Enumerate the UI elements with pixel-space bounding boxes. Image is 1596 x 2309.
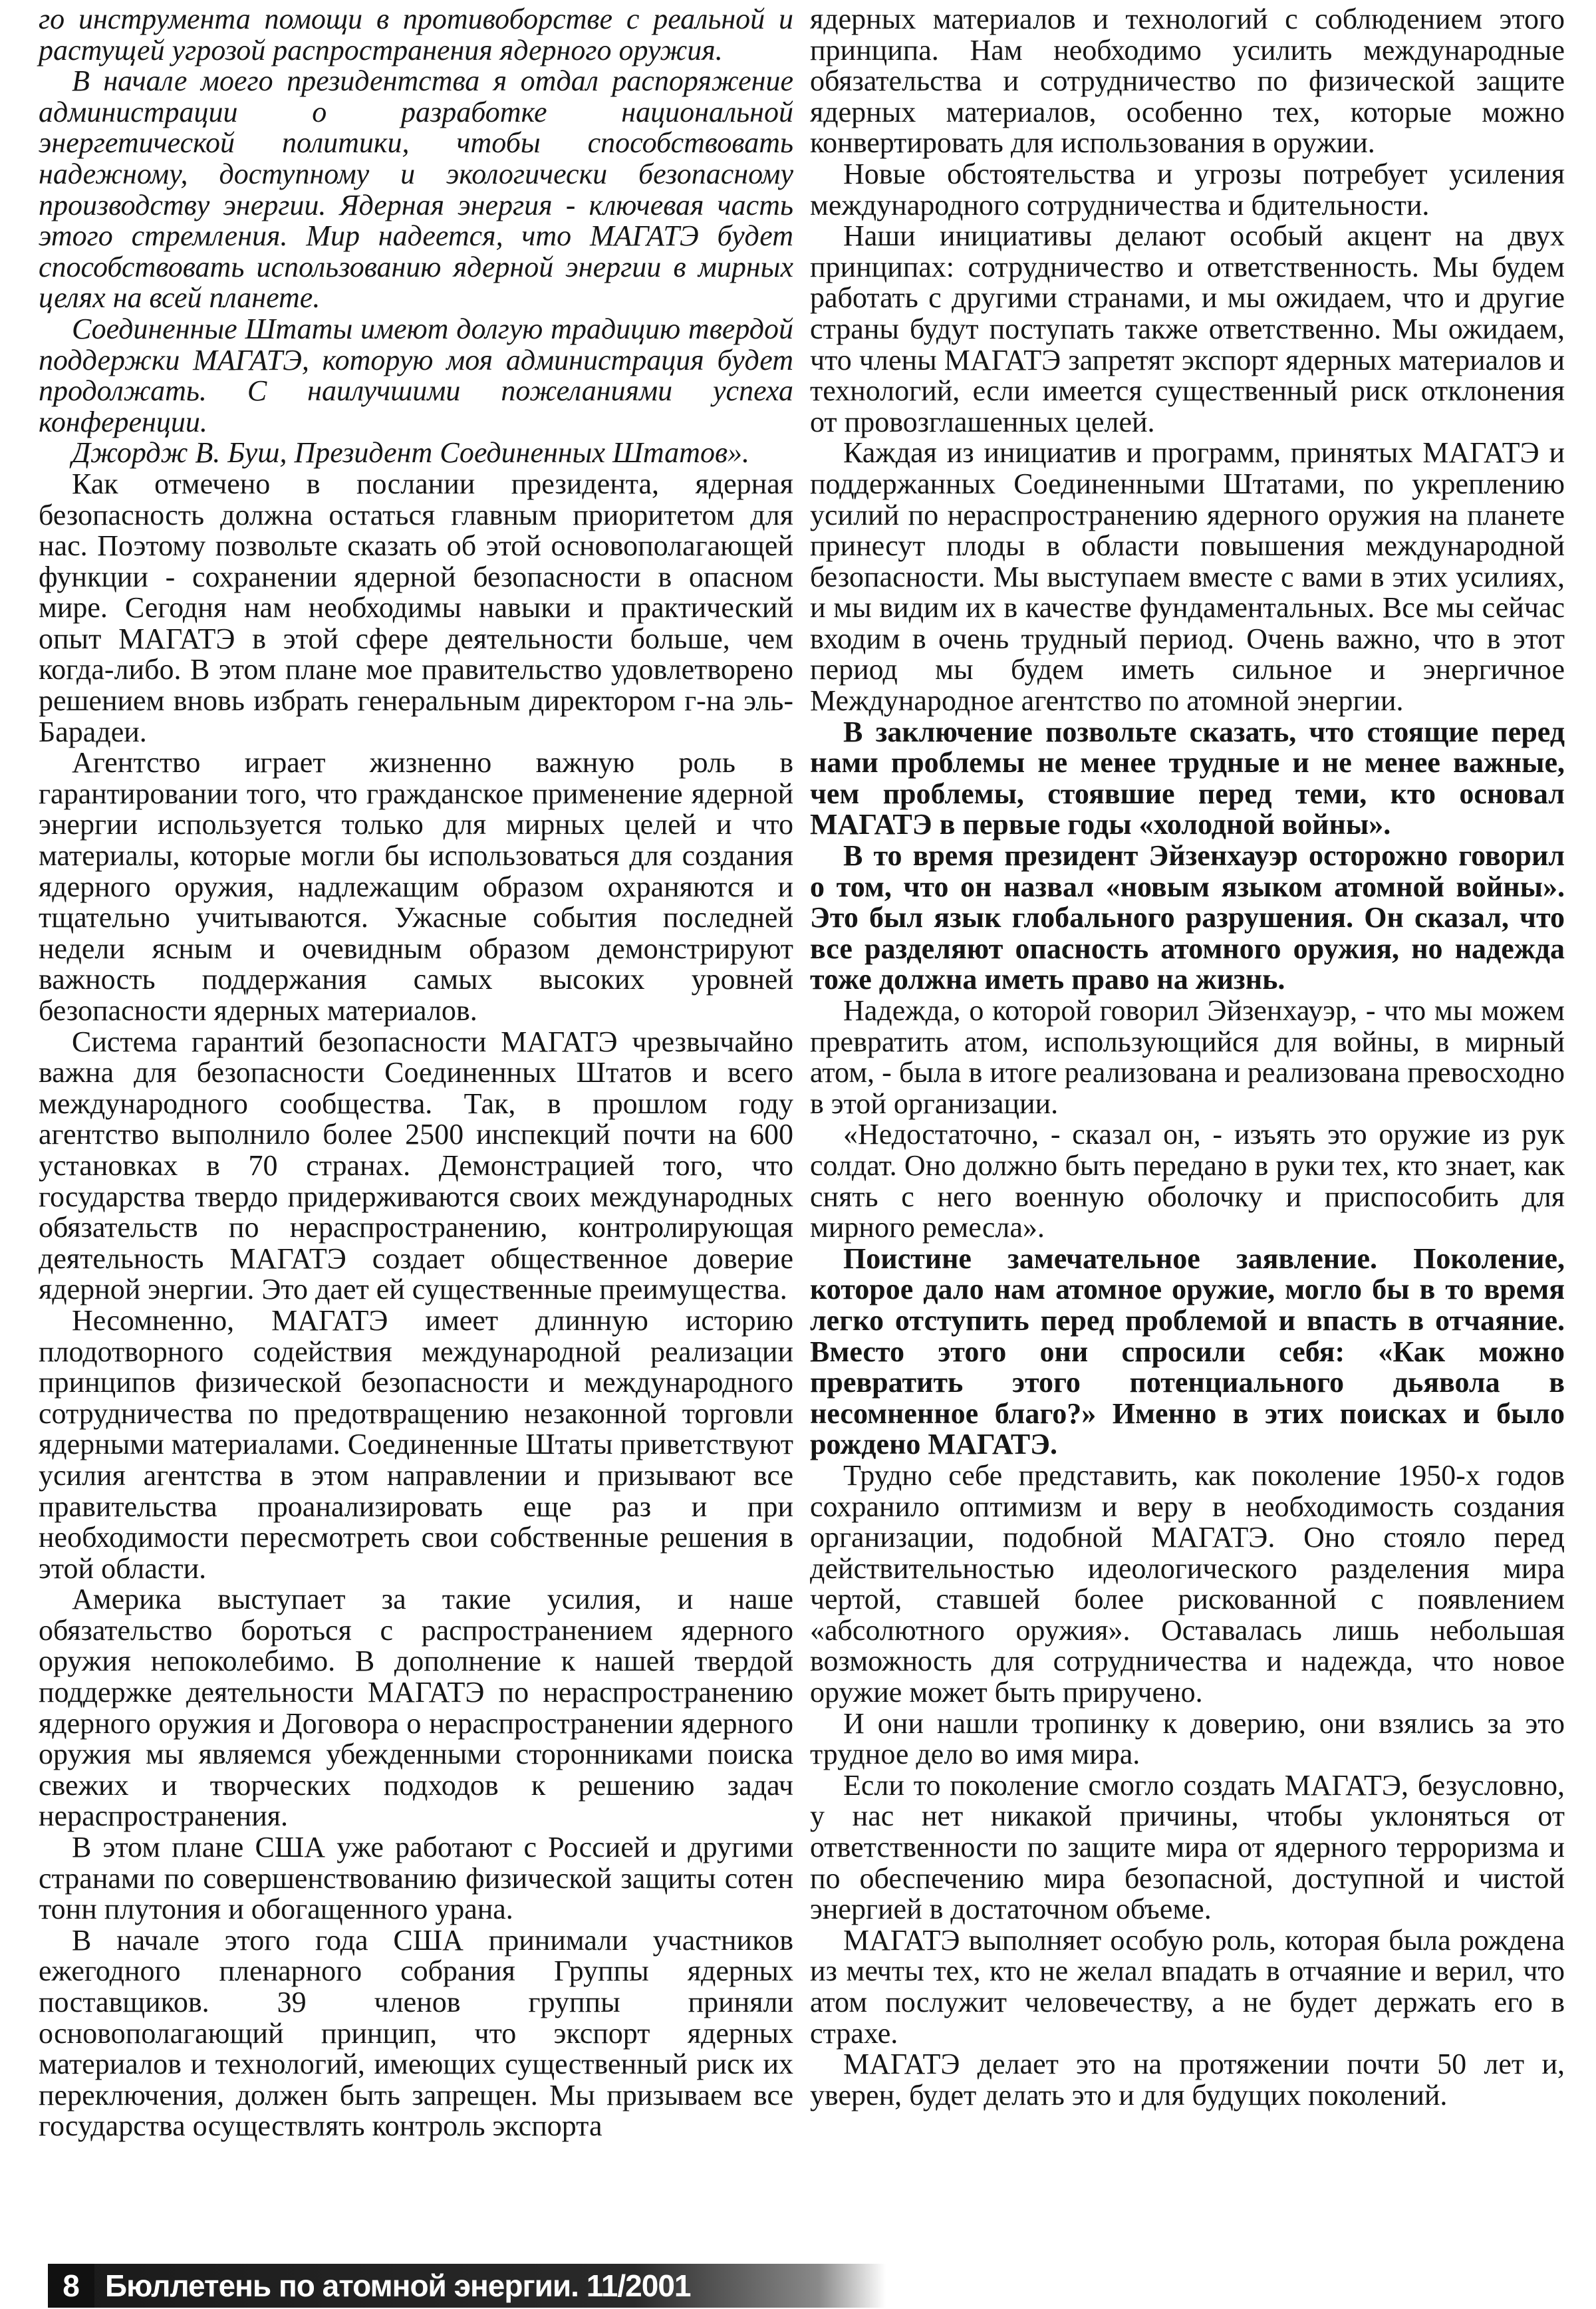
article-paragraph: В начале моего президентства я отдал распоряжение администрации о разработке национальной энергетической политики, чтобы способствовать надежному, доступному и экологически безопасному производству энергии. Ядерная энергия - ключевая часть этого стремления. Мир надеется, что МАГАТЭ будет способствовать использованию ядерной энергии в мирных целях на всей планете. (39, 65, 793, 315)
article-paragraph: МАГАТЭ выполняет особую роль, которая была рождена из мечты тех, кто не желал впадать в отчаяние и верил, что атом послужит человечеству, а не будет держать его в страхе. (810, 1923, 1565, 2050)
article-paragraph: В заключение позвольте сказать, что стоящие перед нами проблемы не менее трудные и не менее важные, чем проблемы, стоявшие перед теми, кто основал МАГАТЭ в первые годы «холодной войны». (810, 715, 1565, 841)
article-paragraph: Как отмечено в послании президента, ядерная безопасность должна остаться главным приоритетом для нас. Поэтому позвольте сказать об этой основополагающей функции - сохранении ядерной безопасности в опасном мире. Сегодня нам необходимы навыки и практический опыт МАГАТЭ в этой сфере деятельности больше, чем когда-либо. В этом плане мое правительство удовлетворено решением вновь избрать генеральным директором г-на эль-Барадеи. (39, 467, 793, 748)
article-paragraph: Новые обстоятельства и угрозы потребует усиления международного сотрудничества и бдительности. (810, 157, 1565, 221)
article-paragraph: Америка выступает за такие усилия, и наше обязательство бороться с распространением ядерного оружия непоколебимо. В дополнение к нашей твердой поддержке деятельности МАГАТЭ по нераспространению ядерного оружия и Договора о нераспространении ядерного оружия мы являемся убежденными сторонниками поиска свежих и творческих подходов к решению задач нераспространения. (39, 1583, 793, 1833)
article-paragraph: В этом плане США уже работают с Россией и другими странами по совершенствованию физической защиты сотен тонн плутония и обогащенного урана. (39, 1831, 793, 1926)
article-paragraph: ядерных материалов и технологий с соблюдением этого принципа. Нам необходимо усилить международные обязательства и сотрудничество по физической защите ядерных материалов, особенно тех, которые можно конвертировать для использования в оружии. (810, 3, 1565, 160)
article-column-right (810, 4, 1565, 2111)
article-paragraph: Если то поколение смогло создать МАГАТЭ, безусловно, у нас нет никакой причины, чтобы уклоняться от ответственности по защите мира от ядерного терроризма и по обеспечению мира безопасной, доступной и чистой энергией в достаточном объеме. (810, 1768, 1565, 1926)
article-paragraph: МАГАТЭ делает это на протяжении почти 50 лет и, уверен, будет делать это и для будущих поколений. (810, 2048, 1565, 2111)
page-number: 8 (48, 2264, 94, 2308)
article-paragraph: В то время президент Эйзенхауэр осторожно говорил о том, что он назвал «новым языком атомной войны». Это был язык глобального разрушения. Он сказал, что все разделяют опасность атомного оружия, но надежда тоже должна иметь право на жизнь. (810, 839, 1565, 996)
article-paragraph: Система гарантий безопасности МАГАТЭ чрезвычайно важна для безопасности Соединенных Штатов и всего международного сообщества. Так, в прошлом году агентство выполнило более 2500 инспекций почти на 600 установках в 70 странах. Демонстрацией того, что государства твердо придерживаются своих международных обязательств по нераспространению, контролирующая деятельность МАГАТЭ создает общественное доверие ядерной энергии. Это дает ей существенные преимущества. (39, 1025, 793, 1306)
page-footer (48, 2264, 886, 2308)
article-paragraph: Трудно себе представить, как поколение 1950-х годов сохранило оптимизм и веру в необходимость создания организации, подобной МАГАТЭ. Оно стояло перед действительностью идеологического разделения мира чертой, ставшей более рискованной с появлением «абсолютного оружия». Оставалась лишь небольшая возможность для сотрудничества и надежда, что новое оружие может быть приручено. (810, 1458, 1565, 1709)
article-paragraph: Агентство играет жизненно важную роль в гарантировании того, что гражданское применение ядерной энергии используется только для мирных целей и что материалы, которые могли бы использоваться для создания ядерного оружия, надлежащим образом охраняются и тщательно учитываются. Ужасные события последней недели ясным и очевидным образом демонстрируют важность поддержания самых высоких уровней безопасности ядерных материалов. (39, 746, 793, 1027)
article-paragraph: Надежда, о которой говорил Эйзенхауэр, - что мы можем превратить атом, использующийся для войны, в мирный атом, - была в итоге реализована и реализована превосходно в этой организации. (810, 994, 1565, 1120)
article-paragraph: И они нашли тропинку к доверию, они взялись за это трудное дело во имя мира. (810, 1706, 1565, 1771)
article-paragraph: Каждая из инициатив и программ, принятых МАГАТЭ и поддержанных Соединенными Штатами, по укреплению усилий по нераспространению ядерного оружия на планете принесут плоды в области повышения международной безопасности. Мы выступаем вместе с вами в этих усилиях, и мы видим их в качестве фундаментальных. Все мы сейчас входим в очень трудный период. Очень важно, что в этот период мы будем иметь сильное и энергичное Международное агентство по атомной энергии. (810, 436, 1565, 718)
article-column-left (39, 4, 793, 2142)
article-paragraph: «Недостаточно, - сказал он, - изъять это оружие из рук солдат. Оно должно быть передано в руки тех, кто знает, как снять с него военную оболочку и приспособить для мирного ремесла». (810, 1118, 1565, 1244)
article-paragraph: Поистине замечательное заявление. Поколение, которое дало нам атомное оружие, могло бы в то время легко отступить перед проблемой и впасть в отчаяние. Вместо этого они спросили себя: «Как можно превратить этого потенциального дьявола в несомненное благо?» Именно в этих поисках и было рождено МАГАТЭ. (810, 1242, 1565, 1461)
article-paragraph: В начале этого года США принимали участников ежегодного пленарного собрания Группы ядерных поставщиков. 39 членов группы приняли основополагающий принцип, что экспорт ядерных материалов и технологий, имеющих существенный риск их переключения, должен быть запрещен. Мы призываем все государства осуществлять контроль экспорта (39, 1923, 793, 2143)
article-paragraph: го инструмента помощи в противоборстве с реальной и растущей угрозой распространения ядерного оружия. (39, 3, 793, 67)
article-paragraph: Джордж В. Буш, Президент Соединенных Штатов». (72, 436, 750, 470)
publication-title: Бюллетень по атомной энергии. 11/2001 (105, 2268, 691, 2303)
article-paragraph: Наши инициативы делают особый акцент на двух принципах: сотрудничество и ответственность. Мы будем работать с другими странами, и мы ожидаем, что и другие страны будут поступать также ответственно. Мы ожидаем, что члены МАГАТЭ запретят экспорт ядерных материалов и технологий, если имеется существенный риск отклонения от провозглашенных целей. (810, 219, 1565, 438)
article-paragraph: Соединенные Штаты имеют долгую традицию твердой поддержки МАГАТЭ, которую моя администрация будет продолжать. С наилучшими пожеланиями успеха конференции. (39, 312, 793, 438)
article-paragraph: Несомненно, МАГАТЭ имеет длинную историю плодотворного содействия международной реализации принципов физической безопасности и международного сотрудничества по предотвращению незаконной торговли ядерными материалами. Соединенные Штаты приветствуют усилия агентства в этом направлении и призывают все правительства проанализировать еще раз и при необходимости пересмотреть свои собственные решения в этой области. (39, 1303, 793, 1585)
